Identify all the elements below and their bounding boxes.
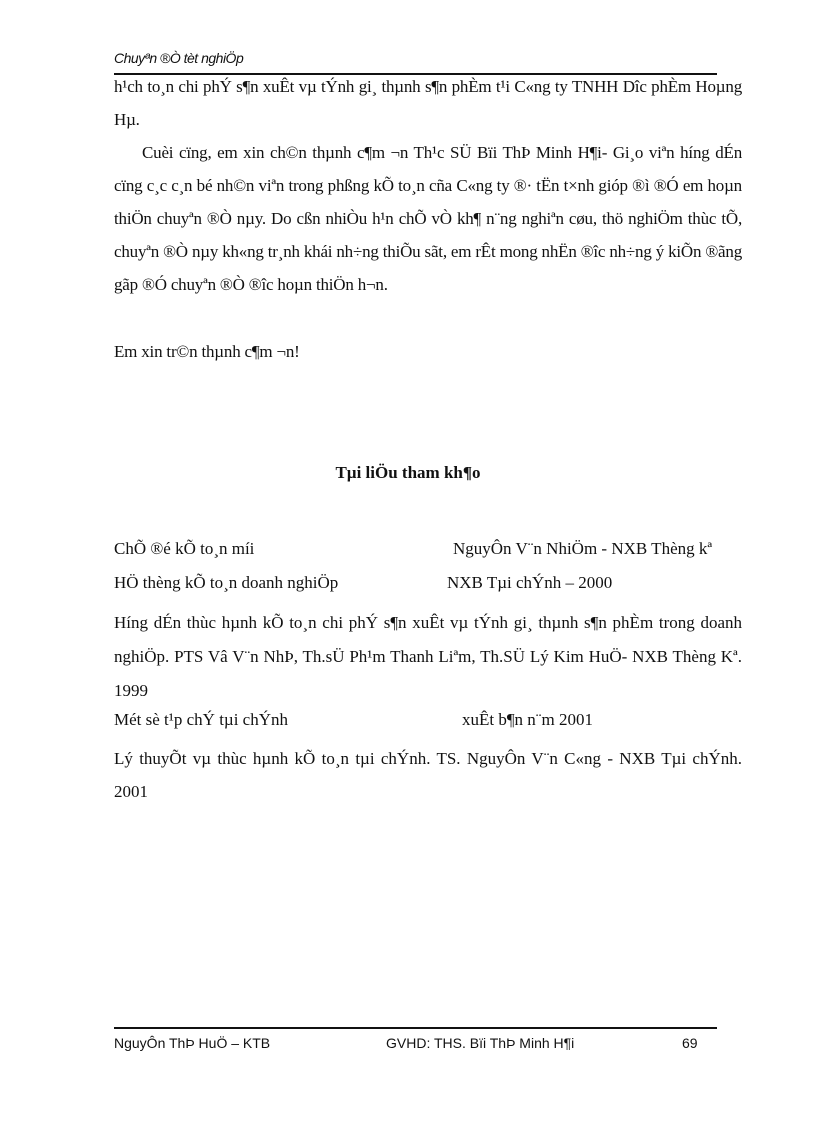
reference-author: NguyÔn V¨n NhiÖm - NXB Thèng kª <box>453 539 713 558</box>
reference-title: ChÕ ®é kÕ to¸n míi <box>114 539 255 558</box>
references-heading: Tµi liÖu tham kh¶o <box>335 463 481 482</box>
paragraph-continuation <box>114 70 742 136</box>
running-header: Chuyªn ®Ò tèt nghiÖp <box>114 50 244 66</box>
paragraph-acknowledgement <box>114 136 742 301</box>
reference-title: HÖ thèng kÕ to¸n doanh nghiÖp <box>114 573 339 592</box>
reference-publisher: xuÊt b¶n n¨m 2001 <box>462 710 593 729</box>
reference-entry: Híng dÉn thùc hµnh kÕ to¸n chi phÝ s¶n xuÊt vµ tÝnh gi¸ thµnh s¶n phÈm trong doanh nghiÖp. PTS Vâ V¨n NhÞ, Th.sÜ Ph¹m Thanh Liªm, Th.SÜ Lý Kim HuÖ- NXB Thèng Kª. 1999 <box>114 613 742 700</box>
reference-entry: Lý thuyÕt vµ thùc hµnh kÕ to¸n tµi chÝnh. TS. NguyÔn V¨n C«ng - NXB Tµi chÝnh. 2001 <box>114 749 742 801</box>
reference-publisher: NXB Tµi chÝnh – 2000 <box>447 573 613 592</box>
footer-advisor: GVHD: THS. Bïi ThÞ Minh H¶i <box>386 1035 575 1051</box>
paragraph-thanks <box>114 335 742 368</box>
reference-title: Mét sè t¹p chÝ tµi chÝnh <box>114 710 289 729</box>
page-number: 69 <box>682 1035 698 1051</box>
paragraph-text: h¹ch to¸n chi phÝ s¶n xuÊt vµ tÝnh gi¸ thµnh s¶n phÈm t¹i C«ng ty TNHH Dîc phÈm Hoµng Hµ. <box>114 77 742 129</box>
footer-rule <box>114 1027 717 1029</box>
paragraph-text: Cuèi cïng, em xin ch©n thµnh c¶m ¬n Th¹c SÜ Bïi ThÞ Minh H¶i- Gi¸o viªn híng dÉn cïng c¸c c¸n bé nh©n viªn trong phßng kÕ to¸n cña C«ng ty ®· tËn t×nh gióp ®ì ®Ó em hoµn thiÖn chuyªn ®Ò nµy. Do cßn nhiÒu h¹n chÕ vÒ kh¶ n¨ng nghiªn cøu, thö nghiÖm thùc tÕ, chuyªn ®Ò nµy kh«ng tr¸nh khái nh÷ng thiÕu sãt, em rÊt mong nhËn ®îc nh÷ng ý kiÕn ®ãng gãp ®Ó chuyªn ®Ò ®îc hoµn thiÖn h¬n. <box>114 143 742 294</box>
footer-author: NguyÔn ThÞ HuÖ – KTB <box>114 1035 271 1051</box>
paragraph-text: Em xin tr©n thµnh c¶m ¬n! <box>114 342 300 361</box>
